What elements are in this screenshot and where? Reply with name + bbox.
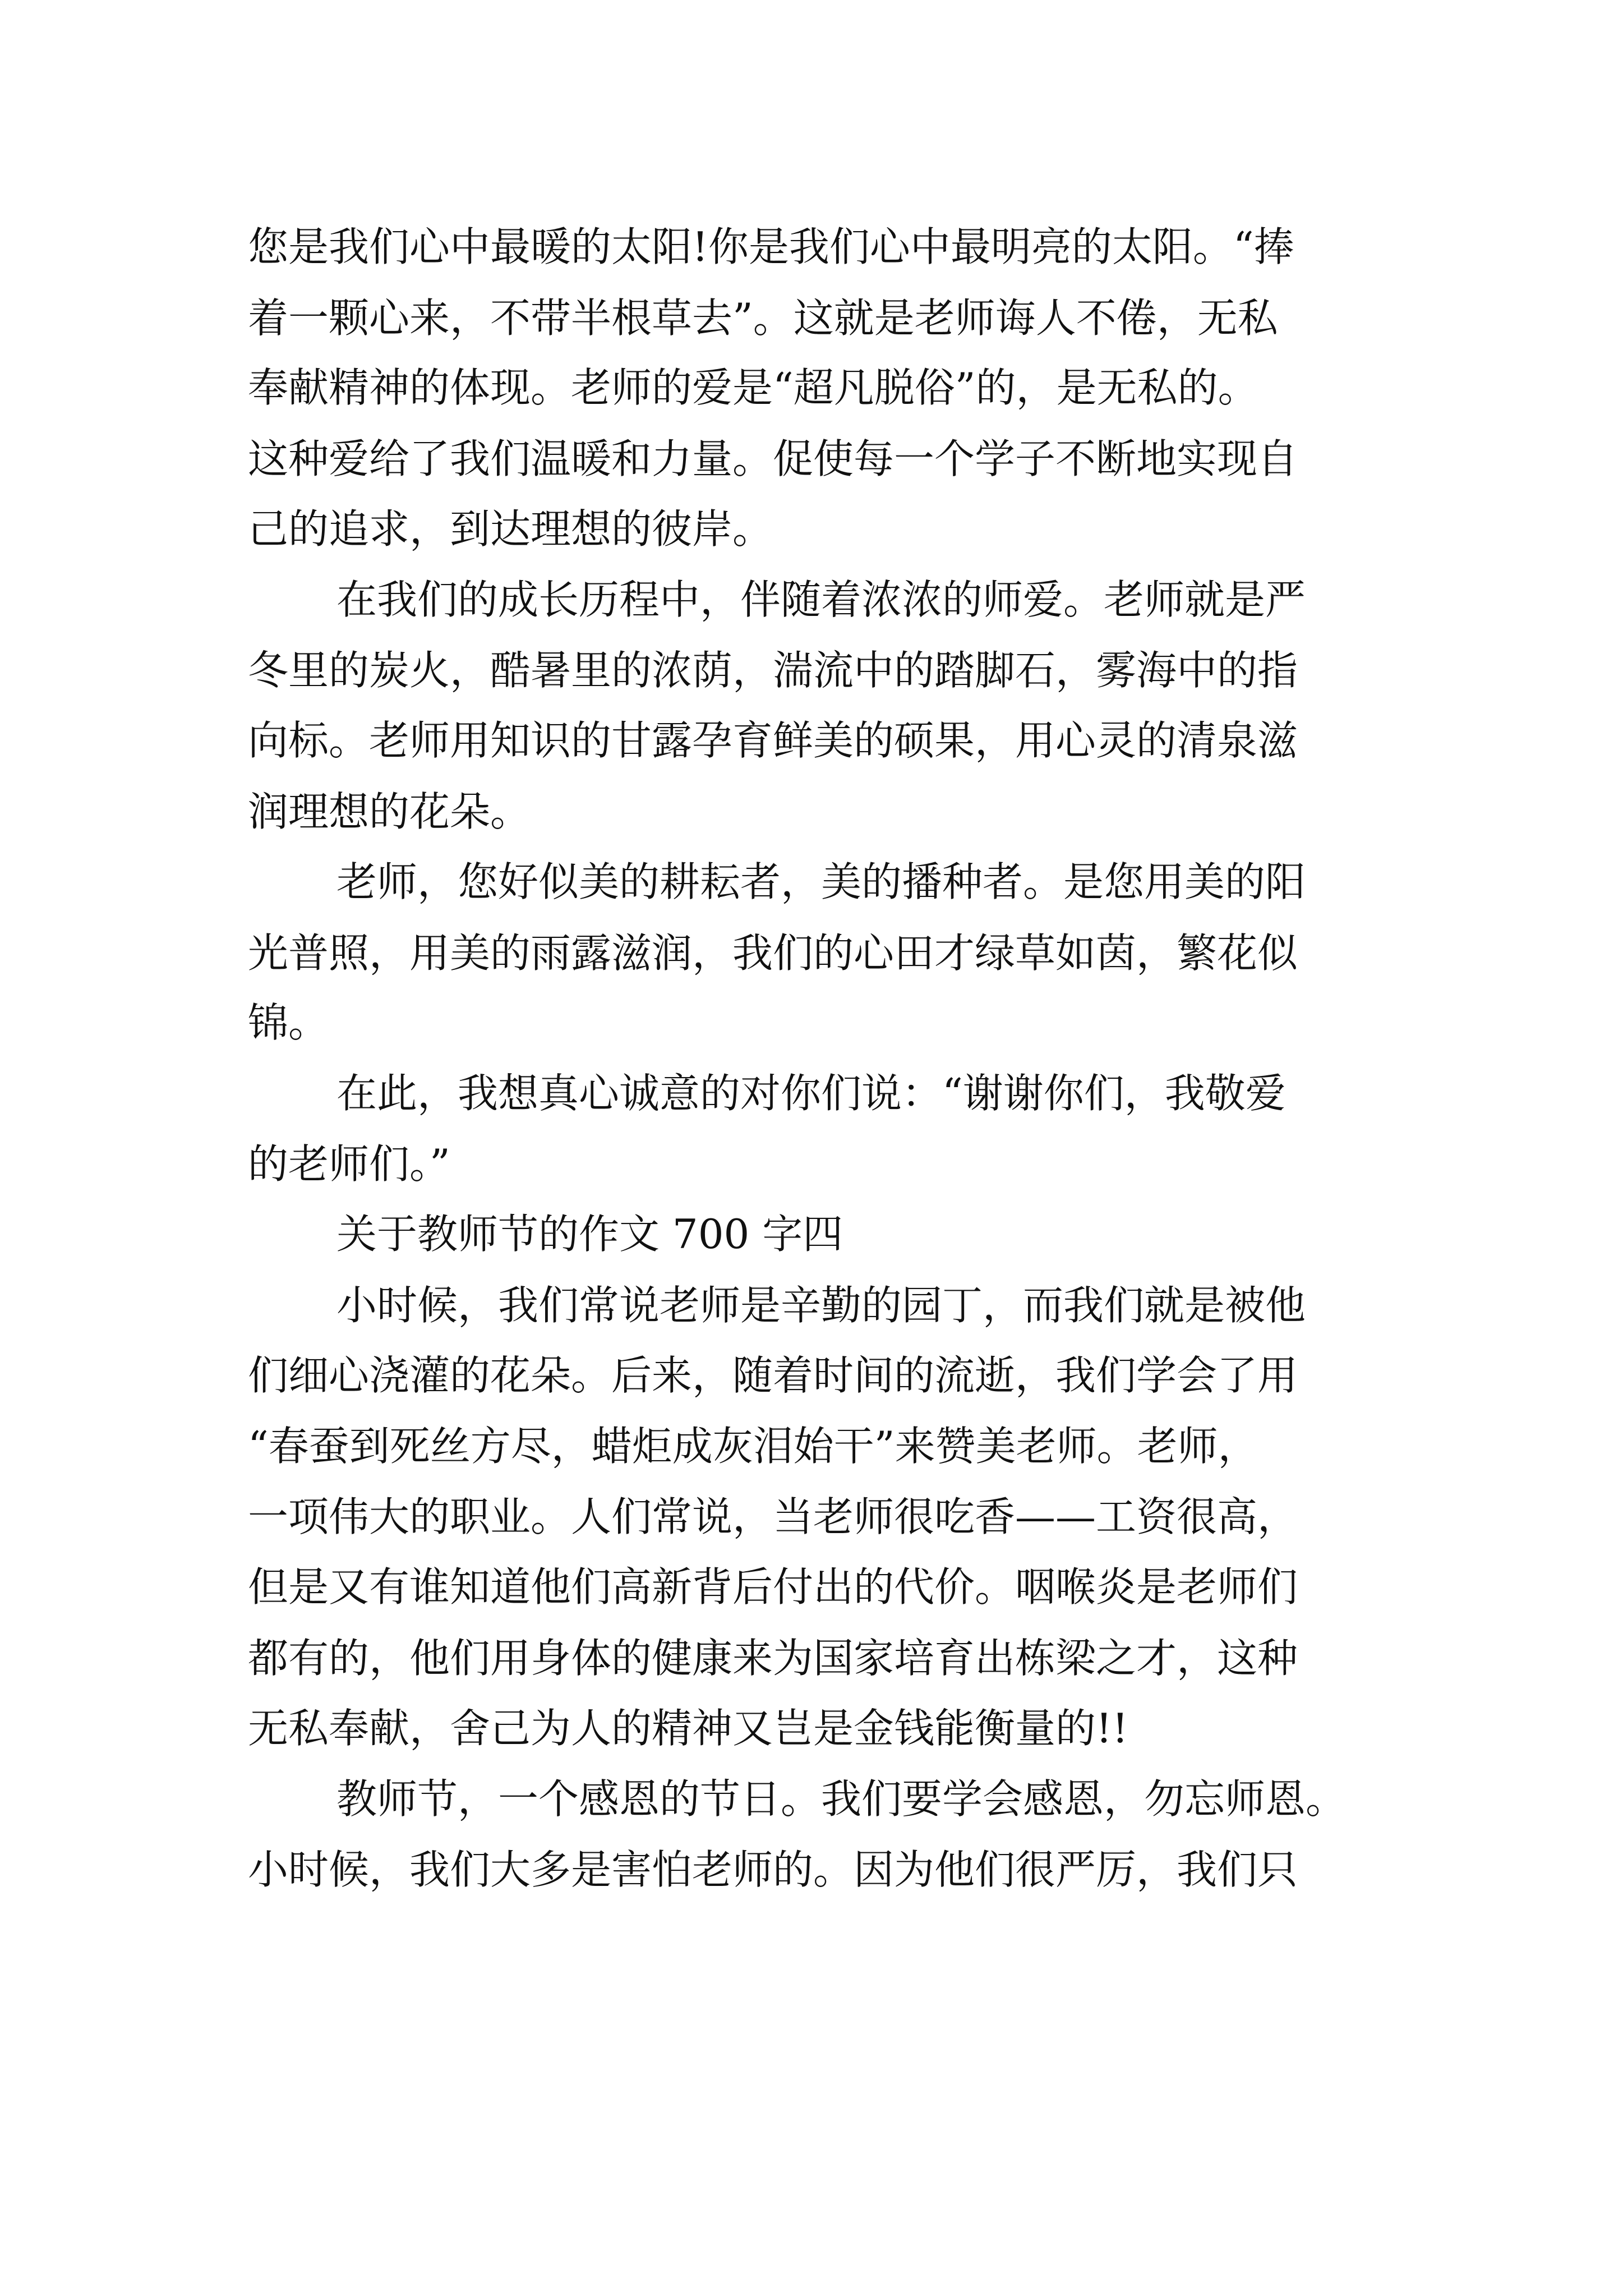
paragraph-start-line: 老师，您好似美的耕耘者，美的播种者。是您用美的阳	[336, 858, 1306, 905]
text-line: 己的追求，到达理想的彼岸。	[248, 505, 773, 553]
text-line: 向标。老师用知识的甘露孕育鲜美的硕果，用心灵的清泉滋	[248, 717, 1298, 764]
text-line: 着一颗心来，不带半根草去”。这就是老师诲人不倦，无私	[248, 295, 1278, 342]
text-line: 光普照，用美的雨露滋润，我们的心田才绿草如茵，繁花似	[248, 930, 1298, 977]
text-line: 无私奉献，舍己为人的精神又岂是金钱能衡量的!!	[248, 1705, 1128, 1752]
text-line: 润理想的花朵。	[248, 788, 531, 835]
text-line: 小时候，我们大多是害怕老师的。因为他们很严厉，我们只	[248, 1846, 1298, 1893]
paragraph-start-line: 教师节，一个感恩的节日。我们要学会感恩，勿忘师恩。	[336, 1775, 1347, 1823]
text-line: 冬里的炭火，酷暑里的浓荫，湍流中的踏脚石，雾海中的指	[248, 647, 1298, 694]
section-heading: 关于教师节的作文 700 字四	[336, 1211, 843, 1258]
text-line: 这种爱给了我们温暖和力量。促使每一个学子不断地实现自	[248, 435, 1298, 482]
text-line: 锦。	[248, 999, 329, 1046]
text-line: 一项伟大的职业。人们常说，当老师很吃香——工资很高，	[248, 1493, 1298, 1540]
text-line: 但是又有谁知道他们高新背后付出的代价。咽喉炎是老师们	[248, 1563, 1298, 1611]
paragraph-start-line: 小时候，我们常说老师是辛勤的园丁，而我们就是被他	[336, 1282, 1306, 1329]
text-line: 的老师们。”	[248, 1140, 450, 1188]
text-line: 您是我们心中最暖的太阳!你是我们心中最明亮的太阳。“捧	[248, 223, 1294, 270]
text-line: “春蚕到死丝方尽，蜡炬成灰泪始干”来赞美老师。老师，	[248, 1423, 1258, 1470]
paragraph-start-line: 在此，我想真心诚意的对你们说：“谢谢你们，我敬爱	[336, 1070, 1286, 1117]
text-line: 们细心浇灌的花朵。后来，随着时间的流逝，我们学会了用	[248, 1352, 1298, 1399]
text-line: 奉献精神的体现。老师的爱是“超凡脱俗”的，是无私的。	[248, 364, 1258, 411]
text-line: 都有的，他们用身体的健康来为国家培育出栋梁之才，这种	[248, 1635, 1298, 1682]
paragraph-start-line: 在我们的成长历程中，伴随着浓浓的师爱。老师就是严	[336, 576, 1306, 623]
